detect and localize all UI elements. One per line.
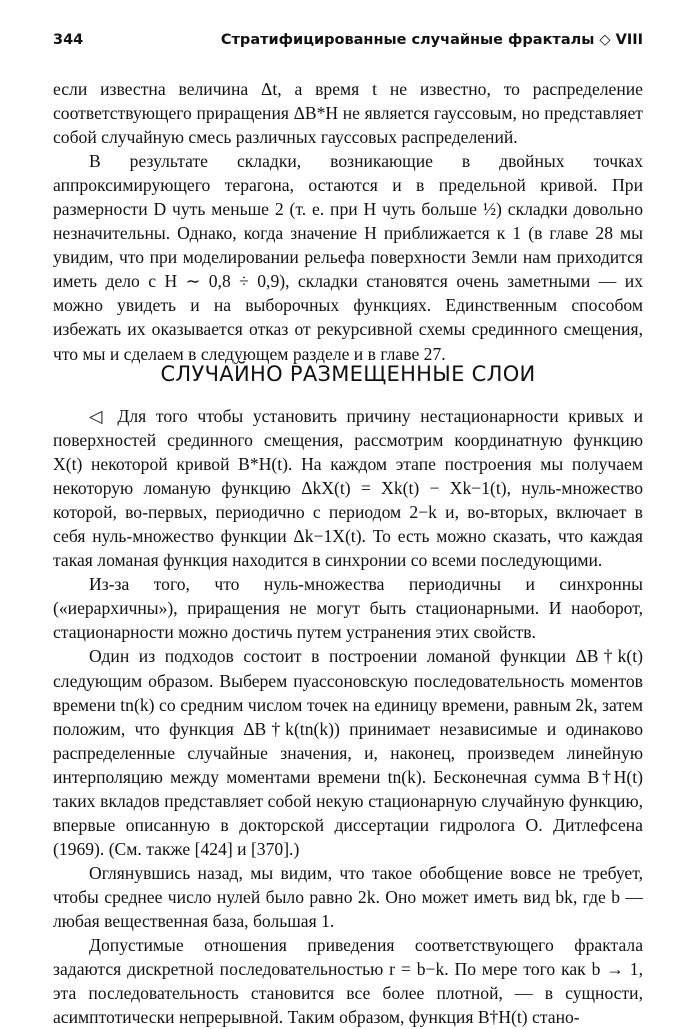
text-block-top [53, 77, 643, 366]
paragraph: Оглянувшись назад, мы видим, что такое обобщение вовсе не требует, чтобы среднее число нулей было равно 2k. Оно может иметь вид bk, где b — любая вещественная база, большая 1. [53, 862, 643, 931]
paragraph: Из-за того, что нуль-множества периодичны и синхронны («иерархичны»), приращения не могут быть стационарными. И наоборот, стационарности можно достичь путем устранения этих свойств. [53, 574, 643, 643]
paragraph: Допустимые отношения приведения соответствующего фрактала задаются дискретной последовательностью r = b−k. По мере того как b → 1, эта последовательность становится все более плотной, — в сущности, асимптотически непрерывной. Таким образом, функция B†H(t) стано- [53, 935, 643, 1028]
text-block-bottom [53, 404, 643, 1029]
running-title: Стратифицированные случайные фракталы ◇ VIII [220, 32, 643, 48]
running-header [53, 32, 643, 58]
paragraph: В результате складки, возникающие в двойных точках аппроксимирующего терагона, остаются и в предельной кривой. При размерности D чуть меньше 2 (т. е. при H чуть больше ½) складки довольно незначительны. Однако, когда значение H приближается к 1 (в главе 28 мы увидим, что при моделировании рельефа поверхности Земли нам приходится иметь дело с H ∼ 0,8 ÷ 0,9), складки становятся очень заметными — их можно увидеть и на выборочных функциях. Единственным способом избежать их оказывается отказ от рекурсивной схемы срединного смещения, что мы и сделаем в следующем разделе и в главе 27. [53, 151, 643, 364]
book-page [53, 32, 643, 1028]
page-number: 344 [53, 32, 84, 48]
section-heading: СЛУЧАЙНО РАЗМЕЩЕННЫЕ СЛОИ [160, 362, 536, 386]
paragraph: если известна величина Δt, а время t не известно, то распределение соответствующего приращения ΔB*H не является гауссовым, но представляет собой случайную смесь различных гауссовых распределений. [53, 79, 643, 148]
paragraph: ◁ Для того чтобы установить причину нестационарности кривых и поверхностей срединного смещения, рассмотрим координатную функцию X(t) некоторой кривой B*H(t). На каждом этапе построения мы получаем некоторую ломаную функцию ΔkX(t) = Xk(t) − Xk−1(t), нуль-множество которой, во-первых, периодично с периодом 2−k и, во-вторых, включает в себя нуль-множество функции Δk−1X(t). То есть можно сказать, что каждая такая ломаная функция находится в синхронии со всеми последующими. [53, 406, 643, 571]
paragraph: Один из подходов состоит в построении ломаной функции ΔB†k(t) следующим образом. Выберем пуассоновскую последовательность моментов времени tn(k) со средним числом точек на единицу времени, равным 2k, затем положим, что функция ΔB†k(tn(k)) принимает независимые и одинаково распределенные случайные значения, и, наконец, произведем линейную интерполяцию между моментами времени tn(k). Бесконечная сумма B†H(t) таких вкладов представляет собой некую стационарную случайную функцию, впервые описанную в докторской диссертации гидролога О. Дитлефсена (1969). (См. также [424] и [370].) [53, 646, 643, 859]
